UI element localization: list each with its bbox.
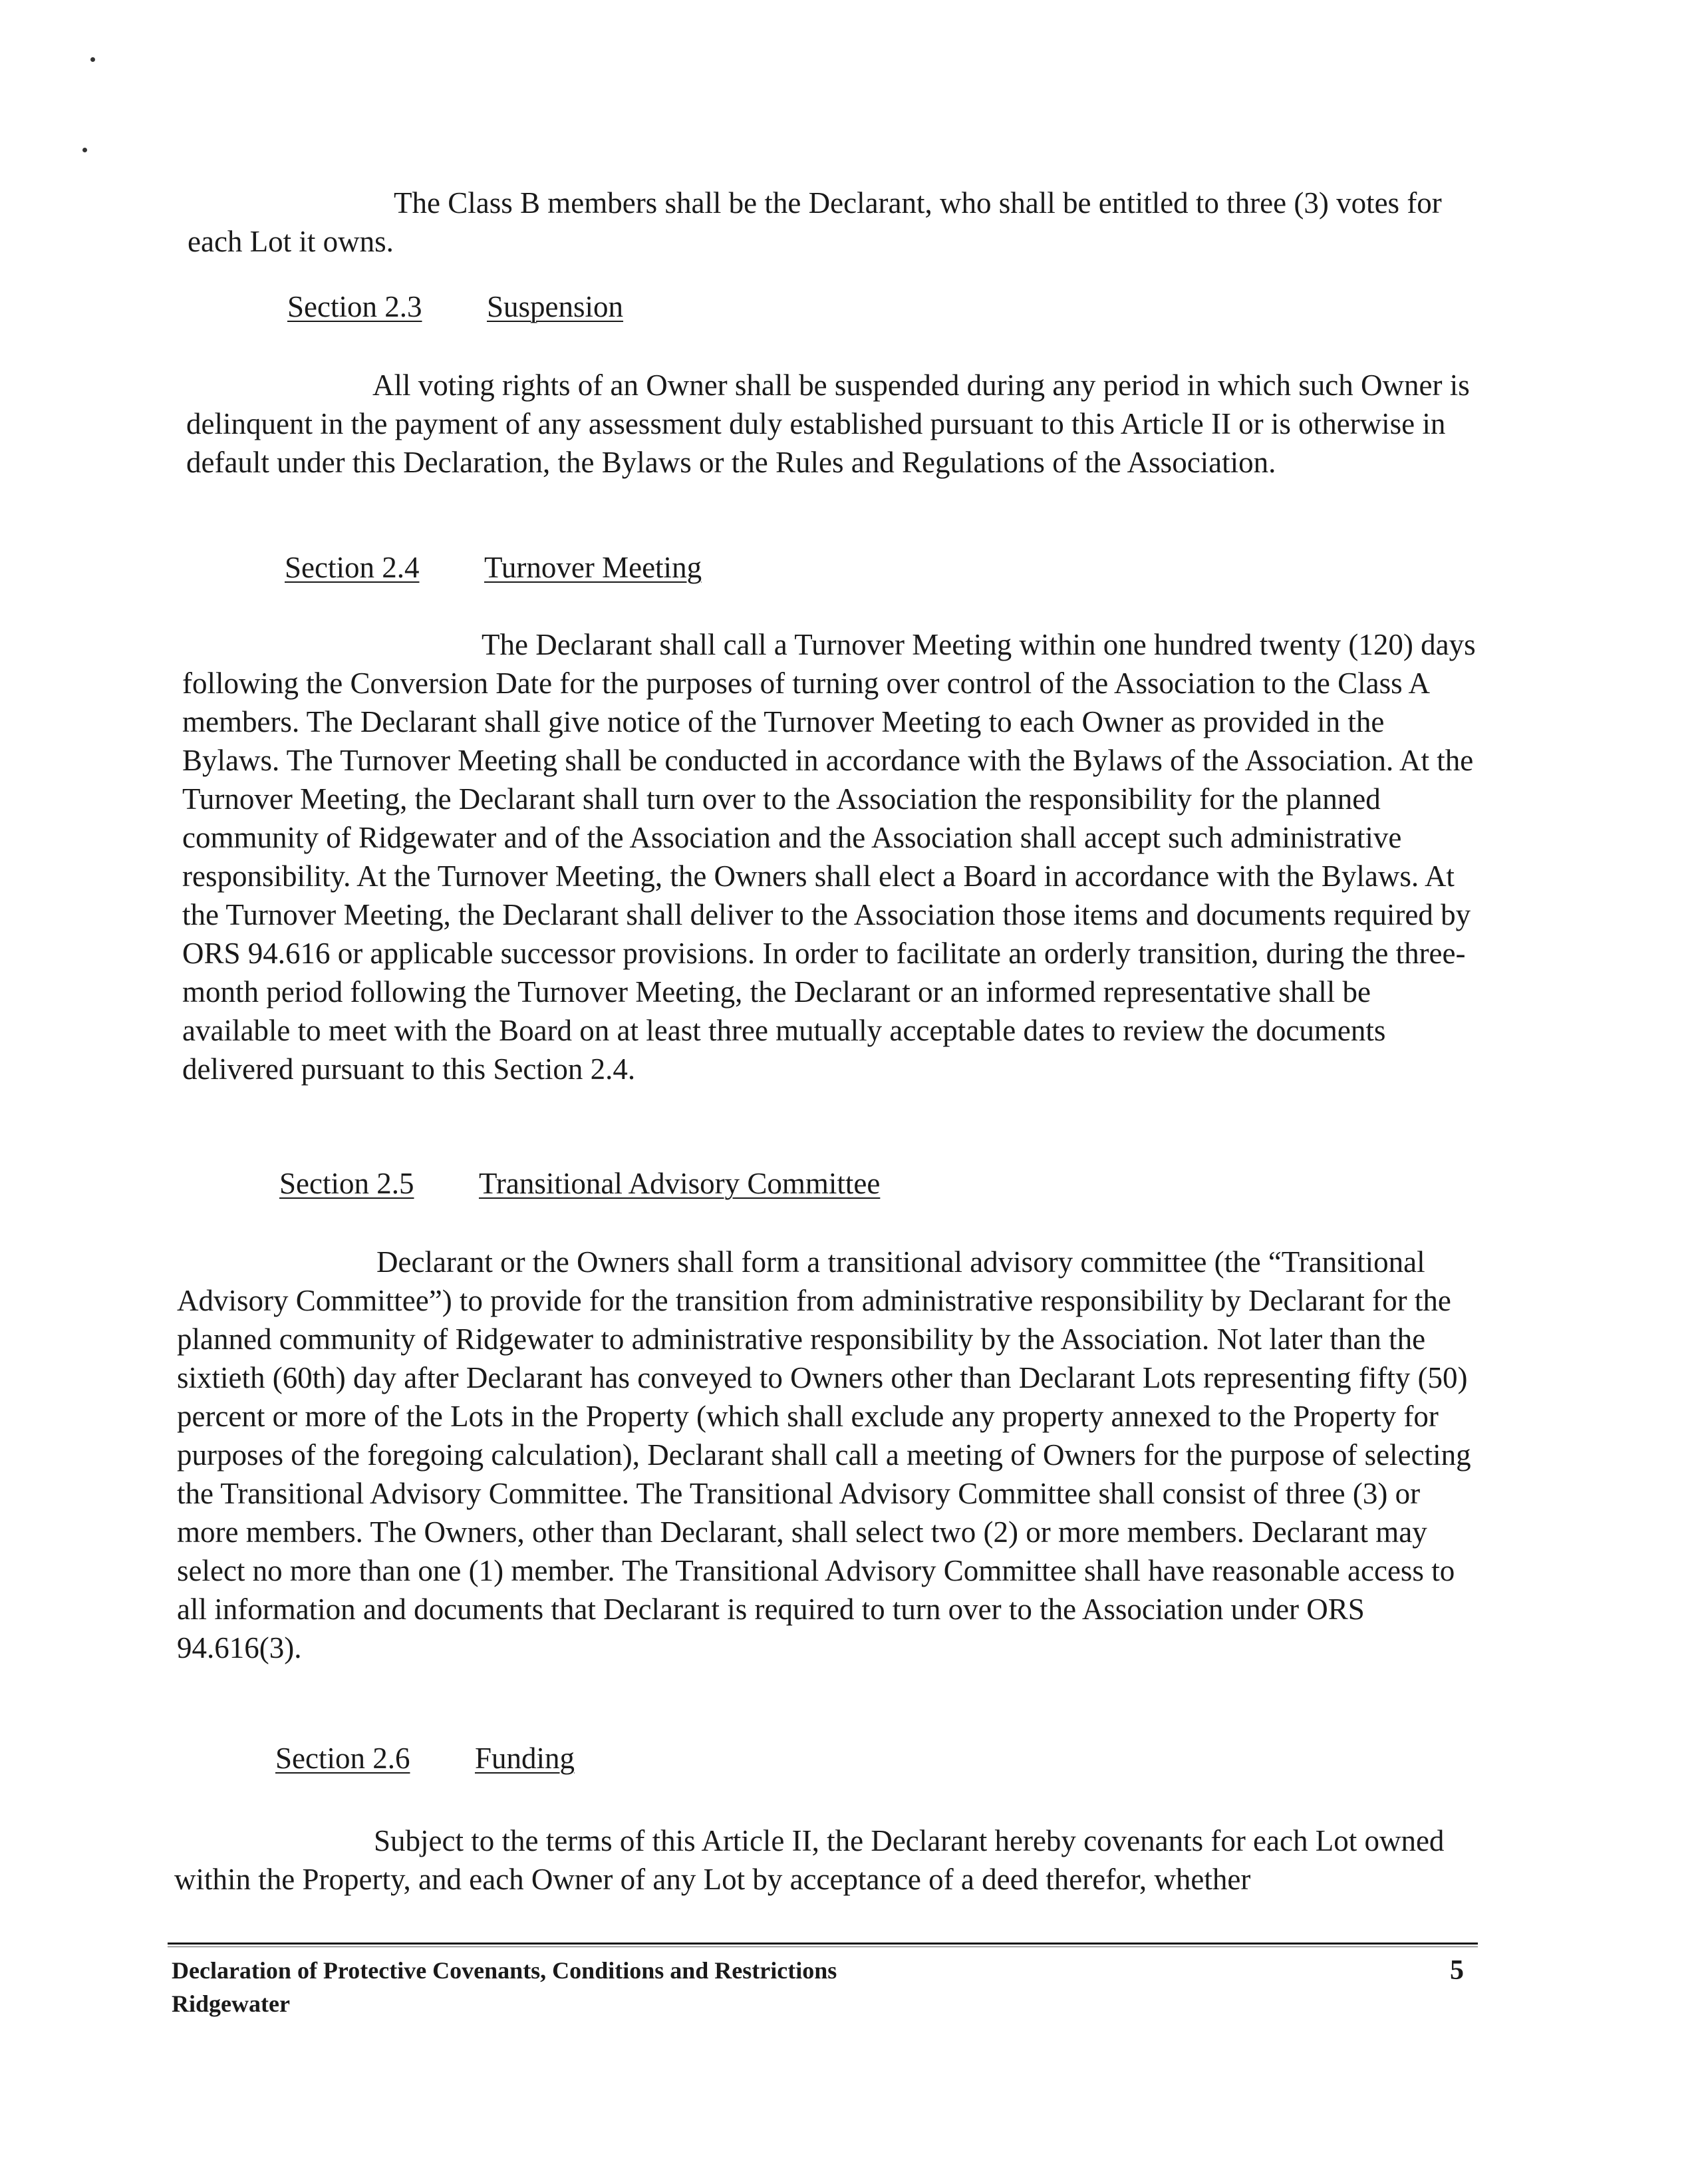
intro-paragraph-text: The Class B members shall be the Declarant, who shall be entitled to three (3) votes for each Lot it owns. — [188, 186, 1442, 258]
intro-paragraph — [188, 184, 1445, 261]
section-body-text: Declarant or the Owners shall form a transitional advisory committee (the “Transitional Advisory Committee”) to provide for the transition from administrative responsibility by Declarant for the planned community of Ridgewater to administrative responsibility by the Association. Not later than the sixtieth (60th) day after Declarant has conveyed to Owners other than Declarant Lots representing fifty (50) percent or more of the Lots in the Property (which shall exclude any property annexed to the Property for purposes of the foregoing calculation), Declarant shall call a meeting of Owners for the purpose of selecting the Transitional Advisory Committee. The Transitional Advisory Committee shall consist of three (3) or more members. The Owners, other than Declarant, shall select two (2) or more members. Declarant may select no more than one (1) member. The Transitional Advisory Committee shall have reasonable access to all information and documents that Declarant is required to turn over to the Association under ORS 94.616(3). — [177, 1245, 1471, 1664]
scan-speck — [90, 57, 95, 62]
section-heading-2-3 — [287, 287, 624, 326]
section-title: Funding — [475, 1742, 575, 1775]
section-number: Section 2.5 — [279, 1167, 414, 1200]
section-heading-2-6 — [275, 1739, 575, 1778]
section-title: Suspension — [487, 290, 624, 323]
section-heading-2-5 — [279, 1164, 881, 1203]
section-body-2-3 — [186, 366, 1473, 482]
page-number: 5 — [1450, 1955, 1464, 1986]
section-heading-2-4 — [285, 548, 702, 587]
footer-subtitle: Ridgewater — [172, 1990, 290, 2017]
section-title: Turnover Meeting — [484, 551, 702, 584]
footer-title: Declaration of Protective Covenants, Conditions and Restrictions — [172, 1957, 837, 1984]
scan-speck — [82, 148, 87, 152]
section-body-2-4 — [182, 625, 1476, 1088]
section-body-text: The Declarant shall call a Turnover Meeting within one hundred twenty (120) days following the Conversion Date for the purposes of turning over control of the Association to the Class A members. The Declarant shall give notice of the Turnover Meeting to each Owner as provided in the Bylaws. The Turnover Meeting shall be conducted in accordance with the Bylaws of the Association. At the Turnover Meeting, the Declarant shall turn over to the Association the responsibility for the planned community of Ridgewater and of the Association and the Association shall accept such administrative responsibility. At the Turnover Meeting, the Owners shall elect a Board in accordance with the Bylaws. At the Turnover Meeting, the Declarant shall deliver to the Association those items and documents required by ORS 94.616 or applicable successor provisions. In order to facilitate an orderly transition, during the three-month period following the Turnover Meeting, the Declarant or an informed representative shall be available to meet with the Board on at least three mutually acceptable dates to review the documents delivered pursuant to this Section 2.4. — [182, 628, 1476, 1086]
section-number: Section 2.3 — [287, 290, 422, 323]
footer-rule — [168, 1943, 1478, 1945]
section-body-2-6 — [174, 1821, 1478, 1899]
section-number: Section 2.4 — [285, 551, 420, 584]
section-number: Section 2.6 — [275, 1742, 410, 1775]
section-title: Transitional Advisory Committee — [479, 1167, 881, 1200]
section-body-text: All voting rights of an Owner shall be suspended during any period in which such Owner is delinquent in the payment of any assessment duly established pursuant to this Article II or is otherwise in default under this Declaration, the Bylaws or the Rules and Regulations of the Association. — [186, 369, 1470, 479]
section-body-2-5 — [177, 1243, 1477, 1667]
section-body-text: Subject to the terms of this Article II, the Declarant hereby covenants for each Lot owned within the Property, and each Owner of any Lot by acceptance of a deed therefor, whether — [174, 1824, 1445, 1896]
